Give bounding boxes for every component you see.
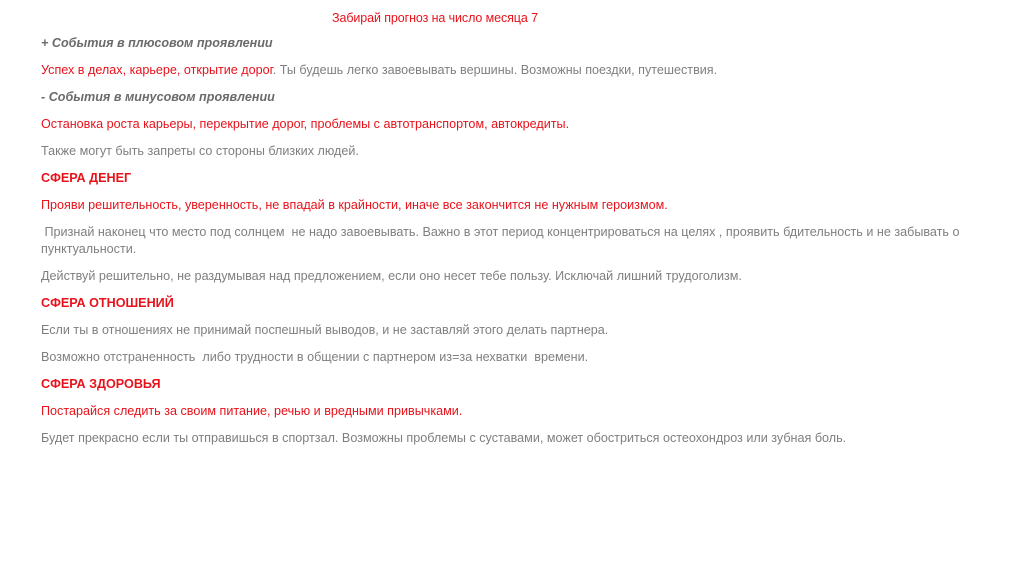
money-text-2: Действуй решительно, не раздумывая над предложением, если оно несет тебе пользу. Исключай лишний трудоголизм. [41,269,742,283]
money-text-1: Признай наконец что место под солнцем не надо завоевывать. Важно в этот период концентрироваться на целях , проявить бдительность и не забывать о пунктуальности. [41,225,963,256]
plus-events-paragraph [41,62,981,79]
relations-section-heading: СФЕРА ОТНОШЕНИЙ [41,296,174,310]
money-section-heading: СФЕРА ДЕНЕГ [41,171,132,185]
health-text: Будет прекрасно если ты отправишься в спортзал. Возможны проблемы с суставами, может обостриться остеохондроз или зубная боль. [41,431,847,445]
relations-text-2: Возможно отстраненность либо трудности в общении с партнером из=за нехватки времени. [41,350,589,364]
health-section-heading: СФЕРА ЗДОРОВЬЯ [41,377,161,391]
minus-events-highlight: Остановка роста карьеры, перекрытие дорог, проблемы с автотранспортом, автокредиты. [41,117,570,131]
relations-text-1: Если ты в отношениях не принимай поспешный выводов, и не заставляй этого делать партнера. [41,323,609,337]
minus-events-text: Также могут быть запреты со стороны близких людей. [41,144,359,158]
minus-events-heading: - События в минусовом проявлении [41,90,275,104]
slide-title: Забирай прогноз на число месяца 7 [332,11,538,25]
plus-events-highlight: Успех в делах, карьере, открытие дорог [41,63,273,77]
plus-events-text: . Ты будешь легко завоевывать вершины. Возможны поездки, путешествия. [272,63,718,77]
plus-events-heading: + События в плюсовом проявлении [41,36,273,50]
slide-content [41,35,981,457]
health-highlight: Постарайся следить за своим питание, речью и вредными привычками. [41,404,463,418]
money-highlight: Прояви решительность, уверенность, не впадай в крайности, иначе все закончится не нужным героизмом. [41,198,668,212]
